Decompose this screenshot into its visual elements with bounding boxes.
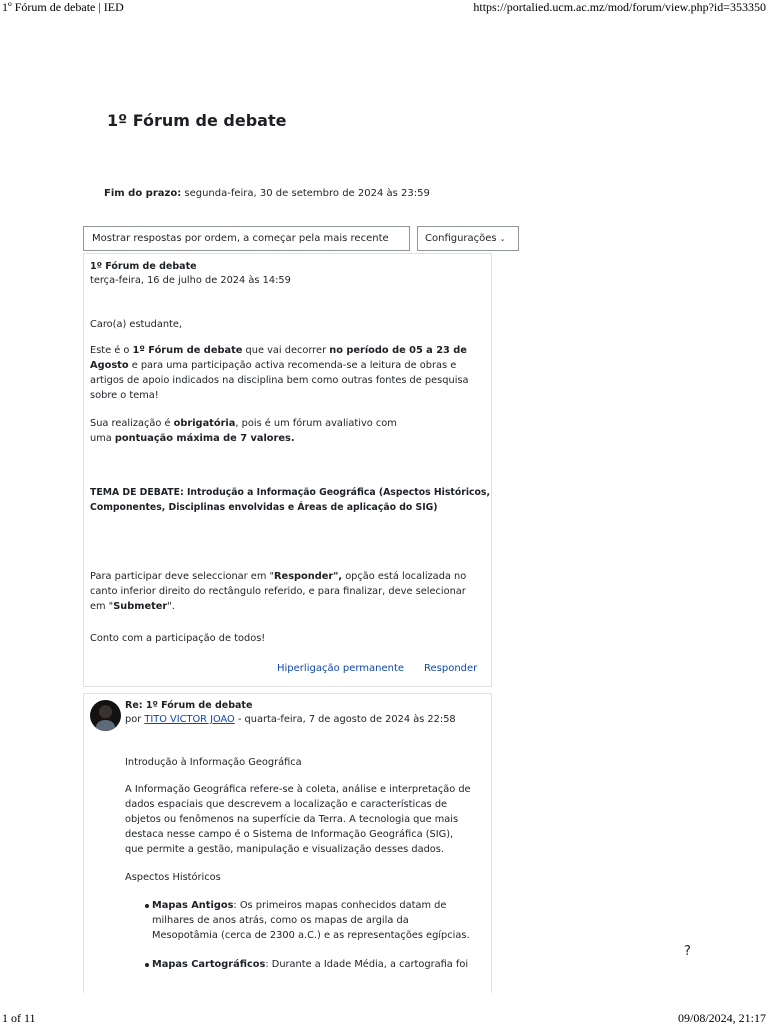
post-topic-line <box>90 485 490 501</box>
text-span: em " <box>90 601 114 612</box>
text-span: Para participar deve seleccionar em " <box>90 571 275 582</box>
bold-span: Componentes, Disciplinas envolvidas e Áreas de aplicação do SIG) <box>90 502 438 513</box>
chevron-down-icon: ⌄ <box>499 235 506 243</box>
settings-dropdown-button[interactable] <box>417 226 519 251</box>
text-span: , pois é um fórum avaliativo com <box>235 418 397 429</box>
post-paragraph-line: artigos de apoio indicados na disciplina bem como outras fontes de pesquisa <box>90 375 469 386</box>
text-span: : Durante a Idade Média, a cartografia foi <box>265 959 469 970</box>
text-span: e para uma participação activa recomenda-se a leitura de obras e <box>128 360 457 371</box>
print-header <box>0 0 768 16</box>
print-datetime: 09/08/2024, 21:17 <box>677 1011 766 1024</box>
text-span: : Os primeiros mapas conhecidos datam de <box>233 900 447 911</box>
post-paragraph-line: sobre o tema! <box>90 390 159 401</box>
text-span: Este é o <box>90 345 133 356</box>
text-span: por <box>125 714 145 725</box>
print-footer <box>0 1011 768 1024</box>
post-paragraph-line: que permite a gestão, manipulação e visualização desses dados. <box>125 844 445 855</box>
bold-span: Responder", <box>274 571 343 582</box>
bold-span: Mapas Cartográficos <box>152 959 266 970</box>
page-title: 1º Fórum de debate <box>107 111 287 130</box>
bold-span: 1º Fórum de debate <box>132 345 243 356</box>
print-page-title: 1º Fórum de debate | IED <box>2 0 124 14</box>
post-title: 1º Fórum de debate <box>90 261 197 272</box>
text-span: opção está localizada no <box>342 571 467 582</box>
due-date <box>104 188 430 199</box>
post-paragraph-line: canto inferior direito do rectângulo referido, e para finalizar, deve selecionar <box>90 586 466 597</box>
post-paragraph-line <box>90 416 397 432</box>
post-date: terça-feira, 16 de julho de 2024 às 14:59 <box>90 275 291 286</box>
bold-span: pontuação máxima de 7 valores. <box>114 433 295 444</box>
post-paragraph-line: objetos ou fenômenos na superfície da Terra. A tecnologia que mais <box>125 814 459 825</box>
sort-order-select[interactable]: Mostrar respostas por ordem, a começar pela mais recente <box>83 226 410 251</box>
bullet-icon <box>145 904 149 908</box>
post-paragraph-line <box>90 431 295 447</box>
due-date-label: Fim do prazo: <box>104 188 182 199</box>
post-paragraph-line: A Informação Geográfica refere-se à coleta, análise e interpretação de <box>125 784 471 795</box>
due-date-value: segunda-feira, 30 de setembro de 2024 às 23:59 <box>181 188 430 199</box>
forum-post-reply <box>83 693 492 993</box>
list-item-line: Mesopotâmia (cerca de 2300 a.C.) e as representações egípcias. <box>152 930 470 941</box>
post-topic-line <box>90 500 438 516</box>
post-closing: Conto com a participação de todos! <box>90 633 266 644</box>
list-item <box>152 898 446 914</box>
bold-span: Agosto <box>90 360 129 371</box>
text-span: uma <box>90 433 115 444</box>
text-span: ". <box>167 601 175 612</box>
post-paragraph-line <box>90 343 467 359</box>
text-span: que vai decorrer <box>242 345 330 356</box>
list-item-line: milhares de anos atrás, como os mapas de argila da <box>152 915 409 926</box>
post-paragraph-line: destaca nesse campo é o Sistema de Informação Geográfica (SIG), <box>125 829 454 840</box>
bold-span: Mapas Antigos <box>152 900 234 911</box>
post-paragraph-line <box>90 358 456 374</box>
post-date: - quarta-feira, 7 de agosto de 2024 às 22:58 <box>234 714 456 725</box>
post-title: Re: 1º Fórum de debate <box>125 700 253 711</box>
bold-span: obrigatória <box>173 418 236 429</box>
avatar[interactable] <box>90 700 121 731</box>
print-page-number: 1 of 11 <box>2 1011 36 1024</box>
post-paragraph-line <box>90 599 175 615</box>
post-paragraph-line <box>90 569 466 585</box>
settings-label: Configurações <box>425 233 497 244</box>
post-greeting: Caro(a) estudante, <box>90 319 183 330</box>
bold-span: TEMA DE DEBATE: Introdução a Informação Geográfica (Aspectos Históricos, <box>90 487 490 498</box>
post-paragraph-line: dados espaciais que descrevem a localização e características de <box>125 799 448 810</box>
post-byline <box>125 712 456 728</box>
author-link[interactable]: TITO VICTOR JOAO <box>144 714 235 725</box>
help-icon[interactable]: ? <box>684 944 691 959</box>
forum-post-original <box>83 253 492 687</box>
post-heading: Introdução à Informação Geográfica <box>125 757 302 768</box>
post-section-heading: Aspectos Históricos <box>125 872 221 883</box>
reply-link[interactable]: Responder <box>424 663 478 674</box>
bold-span: Submeter <box>113 601 168 612</box>
bullet-icon <box>145 963 149 967</box>
text-span: Sua realização é <box>90 418 174 429</box>
print-url: https://portalied.ucm.ac.mz/mod/forum/view.php?id=353350 <box>473 0 766 14</box>
permalink-link[interactable]: Hiperligação permanente <box>277 663 405 674</box>
bold-span: no período de 05 a 23 de <box>329 345 467 356</box>
list-item <box>152 957 468 973</box>
